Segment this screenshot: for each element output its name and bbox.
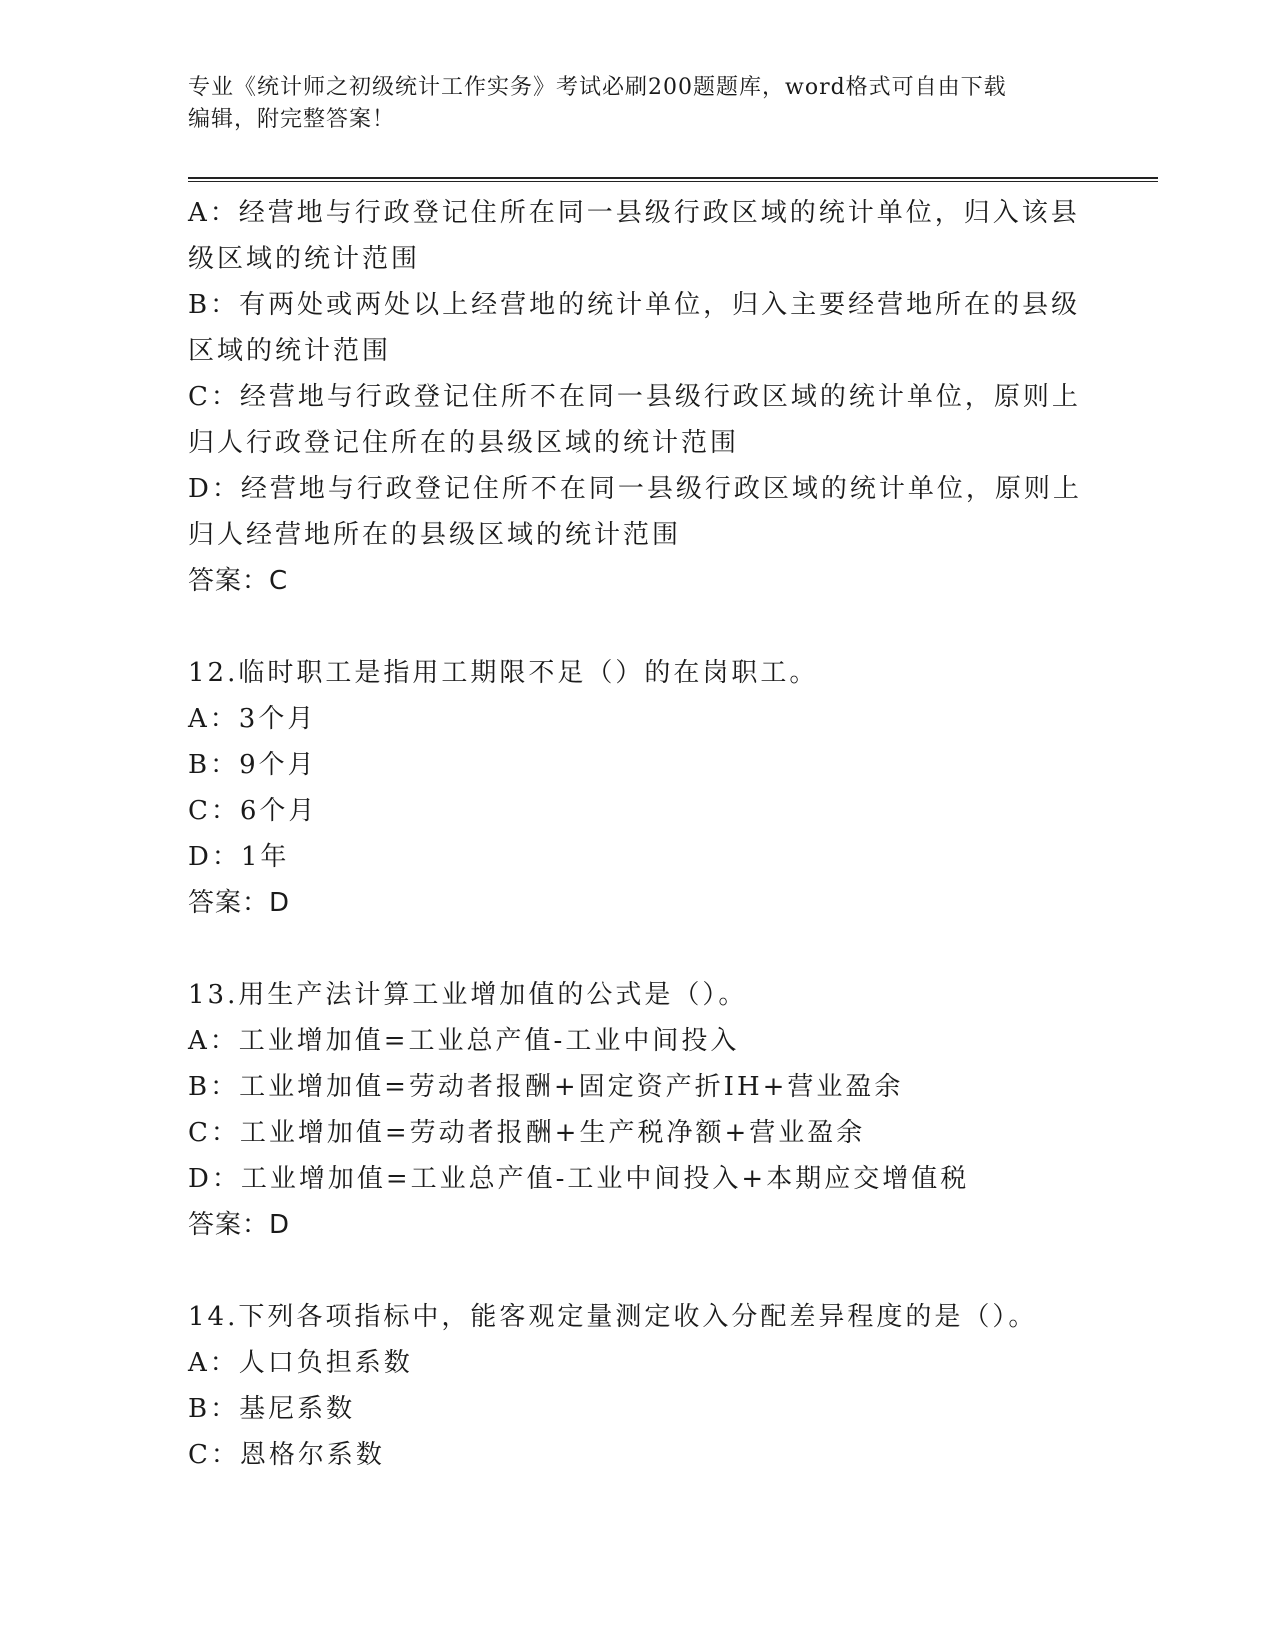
option-b-line-1: B：有两处或两处以上经营地的统计单位，归入主要经营地所在的县级: [188, 290, 1081, 320]
option-a: A：工业增加值=工业总产值-工业中间投入: [188, 1026, 740, 1056]
option-c: C：工业增加值=劳动者报酬+生产税净额+营业盈余: [188, 1118, 866, 1148]
question-14-stem: 14.下列各项指标中，能客观定量测定收入分配差异程度的是（）。: [188, 1302, 1038, 1332]
option-d: D：工业增加值=工业总产值-工业中间投入+本期应交增值税: [188, 1164, 970, 1194]
question-list: [188, 190, 1088, 1478]
question-13-stem: 13.用生产法计算工业增加值的公式是（）。: [188, 980, 748, 1010]
option-a-line-2: 级区域的统计范围: [188, 244, 421, 274]
document-header: [188, 72, 1088, 136]
question-12: [188, 650, 1088, 926]
option-a: A：3个月: [188, 704, 317, 734]
question-12-stem: 12.临时职工是指用工期限不足（）的在岗职工。: [188, 658, 819, 688]
answer-q12: 答案：D: [188, 888, 291, 918]
header-line-1: 专业《统计师之初级统计工作实务》考试必刷200题题库，word格式可自由下载: [188, 75, 1007, 100]
question-13: [188, 972, 1088, 1248]
header-divider: [188, 177, 1158, 182]
option-b: B：工业增加值=劳动者报酬+固定资产折IH+营业盈余: [188, 1072, 904, 1102]
option-d: D：1年: [188, 842, 290, 872]
option-b-line-2: 区域的统计范围: [188, 336, 392, 366]
option-c: C：6个月: [188, 796, 318, 826]
option-b: B：基尼系数: [188, 1394, 356, 1424]
answer-q11: 答案：C: [188, 566, 289, 596]
question-11: [188, 190, 1088, 604]
question-14: [188, 1294, 1088, 1478]
answer-q13: 答案：D: [188, 1210, 291, 1240]
header-line-2: 编辑，附完整答案！: [188, 107, 396, 132]
option-c: C：恩格尔系数: [188, 1440, 385, 1470]
option-c-line-1: C：经营地与行政登记住所不在同一县级行政区域的统计单位，原则上: [188, 382, 1081, 412]
option-d-line-1: D：经营地与行政登记住所不在同一县级行政区域的统计单位，原则上: [188, 474, 1082, 504]
option-c-line-2: 归人行政登记住所在的县级区域的统计范围: [188, 428, 740, 458]
option-a-line-1: A：经营地与行政登记住所在同一县级行政区域的统计单位，归入该县: [188, 198, 1080, 228]
option-d-line-2: 归人经营地所在的县级区域的统计范围: [188, 520, 682, 550]
option-b: B：9个月: [188, 750, 317, 780]
option-a: A：人口负担系数: [188, 1348, 413, 1378]
